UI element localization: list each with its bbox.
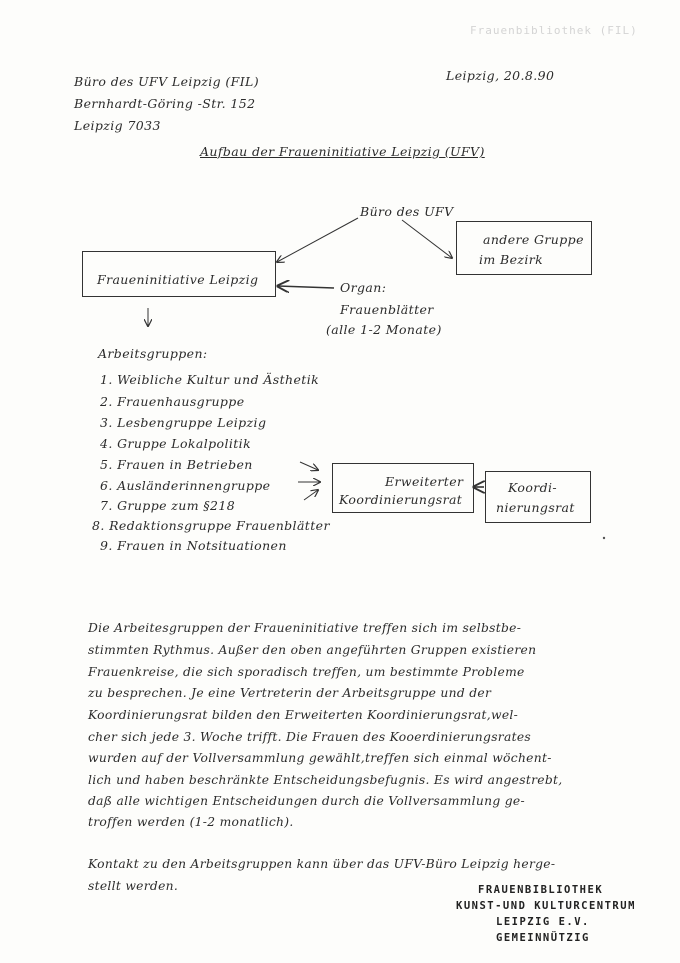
paragraph-line: troffen werden (1-2 monatlich). <box>88 815 294 829</box>
group-item: 2. Frauenhausgruppe <box>100 394 245 409</box>
fraueninitiative-label: Fraueninitiative Leipzig <box>97 272 259 287</box>
archive-stamp-top: Frauenbibliothek (FIL) <box>470 24 638 37</box>
paragraph-line: Die Arbeitesgruppen der Fraueninitiative treffen sich im selbstbe- <box>88 621 522 635</box>
group-item: 7. Gruppe zum §218 <box>100 498 236 513</box>
buero-label: Büro des UFV <box>360 204 454 219</box>
arbeitsgruppen-heading: Arbeitsgruppen: <box>98 346 208 361</box>
paragraph-line: Frauenkreise, die sich sporadisch treffen, um bestimmte Probleme <box>88 665 525 679</box>
sender-line-3: Leipzig 7033 <box>74 118 161 133</box>
arrow-groups-to-erweiterter-1 <box>300 462 318 470</box>
paragraph-line: daß alle wichtigen Entscheidungen durch die Vollversammlung ge- <box>88 794 525 808</box>
koordinierungsrat-line-2: nierungsrat <box>496 500 575 515</box>
organ-frequency: (alle 1-2 Monate) <box>326 322 442 337</box>
contact-line: stellt werden. <box>88 879 179 893</box>
erweiterter-line-1: Erweiterter <box>385 474 464 489</box>
organ-label: Organ: <box>340 280 387 295</box>
paragraph-line: Koordinierungsrat bilden den Erweiterten Koordinierungsrat,wel- <box>88 708 519 722</box>
group-item: 3. Lesbengruppe Leipzig <box>100 415 267 430</box>
group-item: 4. Gruppe Lokalpolitik <box>100 436 252 451</box>
paragraph-line: lich und haben beschränkte Entscheidungsbefugnis. Es wird angestrebt, <box>88 773 563 787</box>
andere-gruppe-line-2: im Bezirk <box>479 252 544 267</box>
page-title: Aufbau der Fraueninitiative Leipzig (UFV) <box>200 144 485 159</box>
group-item: 6. Ausländerinnengruppe <box>100 478 271 493</box>
contact-line: Kontakt zu den Arbeitsgruppen kann über das UFV-Büro Leipzig herge- <box>88 857 556 871</box>
letter-date: Leipzig, 20.8.90 <box>446 68 555 83</box>
sender-line-2: Bernhardt-Göring -Str. 152 <box>74 96 256 111</box>
stamp-line: GEMEINNÜTZIG <box>496 932 590 944</box>
erweiterter-line-2: Koordinierungsrat <box>339 492 463 507</box>
stamp-line: KUNST-UND KULTURCENTRUM <box>456 900 636 912</box>
group-item: 8. Redaktionsgruppe Frauenblätter <box>92 518 330 533</box>
stamp-line: FRAUENBIBLIOTHEK <box>478 884 604 896</box>
paragraph-line: zu besprechen. Je eine Vertreterin der Arbeitsgruppe und der <box>88 686 492 700</box>
paragraph-line: cher sich jede 3. Woche trifft. Die Frauen des Kooerdinierungsrates <box>88 730 532 744</box>
arrow-buero-to-fraueninitiative <box>277 218 358 262</box>
group-item: 1. Weibliche Kultur und Ästhetik <box>100 372 320 387</box>
arrow-organ-to-fraueninitiative <box>278 286 334 288</box>
sender-line-1: Büro des UFV Leipzig (FIL) <box>74 74 260 89</box>
paragraph-line: stimmten Rythmus. Außer den oben angeführten Gruppen existieren <box>88 643 537 657</box>
group-item: 9. Frauen in Notsituationen <box>100 538 287 553</box>
andere-gruppe-line-1: andere Gruppe <box>483 232 584 247</box>
organ-name: Frauenblätter <box>340 302 434 317</box>
arrow-buero-to-andere-gruppe <box>402 220 452 258</box>
group-item: 5. Frauen in Betrieben <box>100 457 253 472</box>
koordinierungsrat-line-1: Koordi- <box>508 480 558 495</box>
margin-dot <box>603 537 605 539</box>
stamp-line: LEIPZIG E.V. <box>496 916 590 928</box>
arrow-groups-to-erweiterter-3 <box>304 490 318 500</box>
paragraph-line: wurden auf der Vollversammlung gewählt,treffen sich einmal wöchent- <box>88 751 552 765</box>
